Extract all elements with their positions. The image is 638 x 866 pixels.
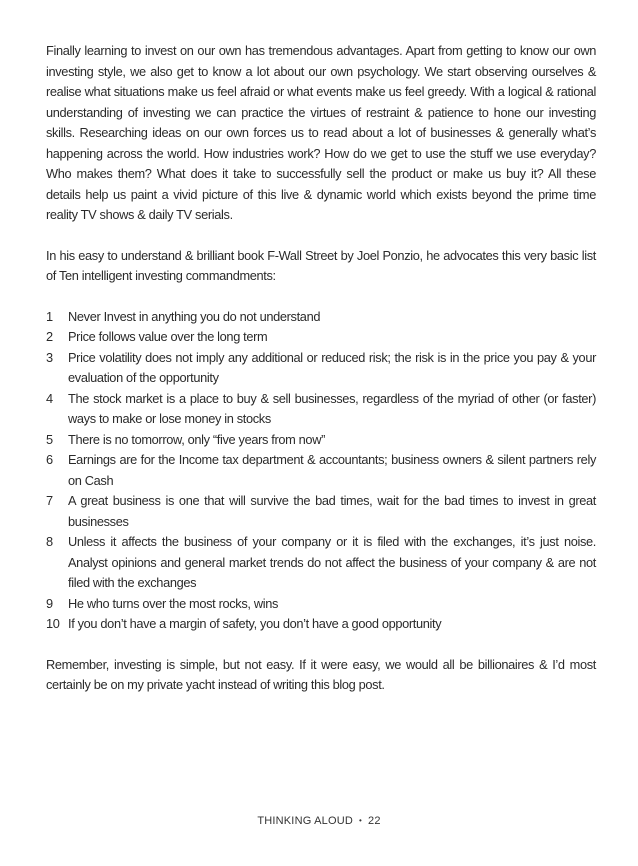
commandments-list — [46, 307, 596, 635]
page-footer — [0, 815, 638, 827]
list-item-text: If you don’t have a margin of safety, you don’t have a good opportunity — [68, 616, 442, 631]
list-item — [46, 491, 596, 532]
list-item-text: Price volatility does not imply any additional or reduced risk; the risk is in the price you pay & your evaluation of the opportunity — [68, 349, 596, 385]
list-item-text: Earnings are for the Income tax department & accountants; business owners & silent partners rely on Cash — [68, 452, 596, 488]
list-item-text: The stock market is a place to buy & sell businesses, regardless of the myriad of other (or faster) ways to make or lose money in stocks — [68, 390, 596, 426]
list-item — [46, 327, 596, 348]
list-item-text: Never Invest in anything you do not understand — [68, 308, 321, 324]
list-item-text: A great business is one that will survive the bad times, wait for the bad times to invest in great businesses — [68, 493, 596, 529]
list-item-number: 10 — [46, 616, 60, 631]
list-item — [46, 307, 596, 328]
intro-paragraph: Finally learning to invest on our own has tremendous advantages. Apart from getting to know our own investing style, we also get to know a lot about our own psychology. We start observing ourselves & realise what situations make us feel afraid or what events make us feel greedy. With a logical & rational understanding of investing we can practice the virtues of restraint & patience to hone our investing skills. Researching ideas on our own forces us to read about a lot of businesses & generally what’s happening across the world. How industries work? How do we get to use the stuff we use everyday? Who makes them? What does it take to successfully sell the product or make us buy it? All these details help us paint a vivid picture of this live & dynamic world which exists beyond the prime time reality TV shows & daily TV serials. — [46, 43, 596, 222]
list-item — [46, 614, 596, 635]
list-item-number: 4 — [46, 390, 53, 406]
closing-paragraph: Remember, investing is simple, but not easy. If it were easy, we would all be billionaires & I’d most certainly be on my private yacht instead of writing this blog post. — [46, 656, 596, 692]
book-paragraph: In his easy to understand & brilliant book F-Wall Street by Joel Ponzio, he advocates this very basic list of Ten intelligent investing commandments: — [46, 247, 596, 283]
list-item — [46, 348, 596, 389]
list-item-text: Price follows value over the long term — [68, 329, 268, 344]
list-item — [46, 430, 596, 451]
list-item-number: 6 — [46, 452, 53, 467]
page-content — [46, 41, 596, 696]
list-item — [46, 594, 596, 615]
page-number: 22 — [368, 815, 381, 827]
list-item-number: 2 — [46, 329, 53, 344]
list-item-number: 8 — [46, 534, 53, 549]
list-item — [46, 450, 596, 491]
footer-title: THINKING ALOUD — [257, 815, 354, 827]
list-item — [46, 389, 596, 430]
list-item-text: Unless it affects the business of your company or it is filed with the exchanges, it’s just noise. Analyst opinions and general market trends do not affect the business of your company & are not filed with the exchanges — [68, 534, 596, 590]
list-item — [46, 532, 596, 594]
list-item-number: 1 — [46, 308, 53, 324]
list-item-number: 9 — [46, 595, 53, 611]
bullet-separator-icon: • — [359, 816, 363, 825]
list-item-number: 3 — [46, 349, 53, 365]
list-item-number: 5 — [46, 431, 53, 447]
list-item-text: There is no tomorrow, only “five years from now” — [68, 431, 326, 447]
list-item-text: He who turns over the most rocks, wins — [68, 595, 279, 611]
list-item-number: 7 — [46, 493, 53, 508]
